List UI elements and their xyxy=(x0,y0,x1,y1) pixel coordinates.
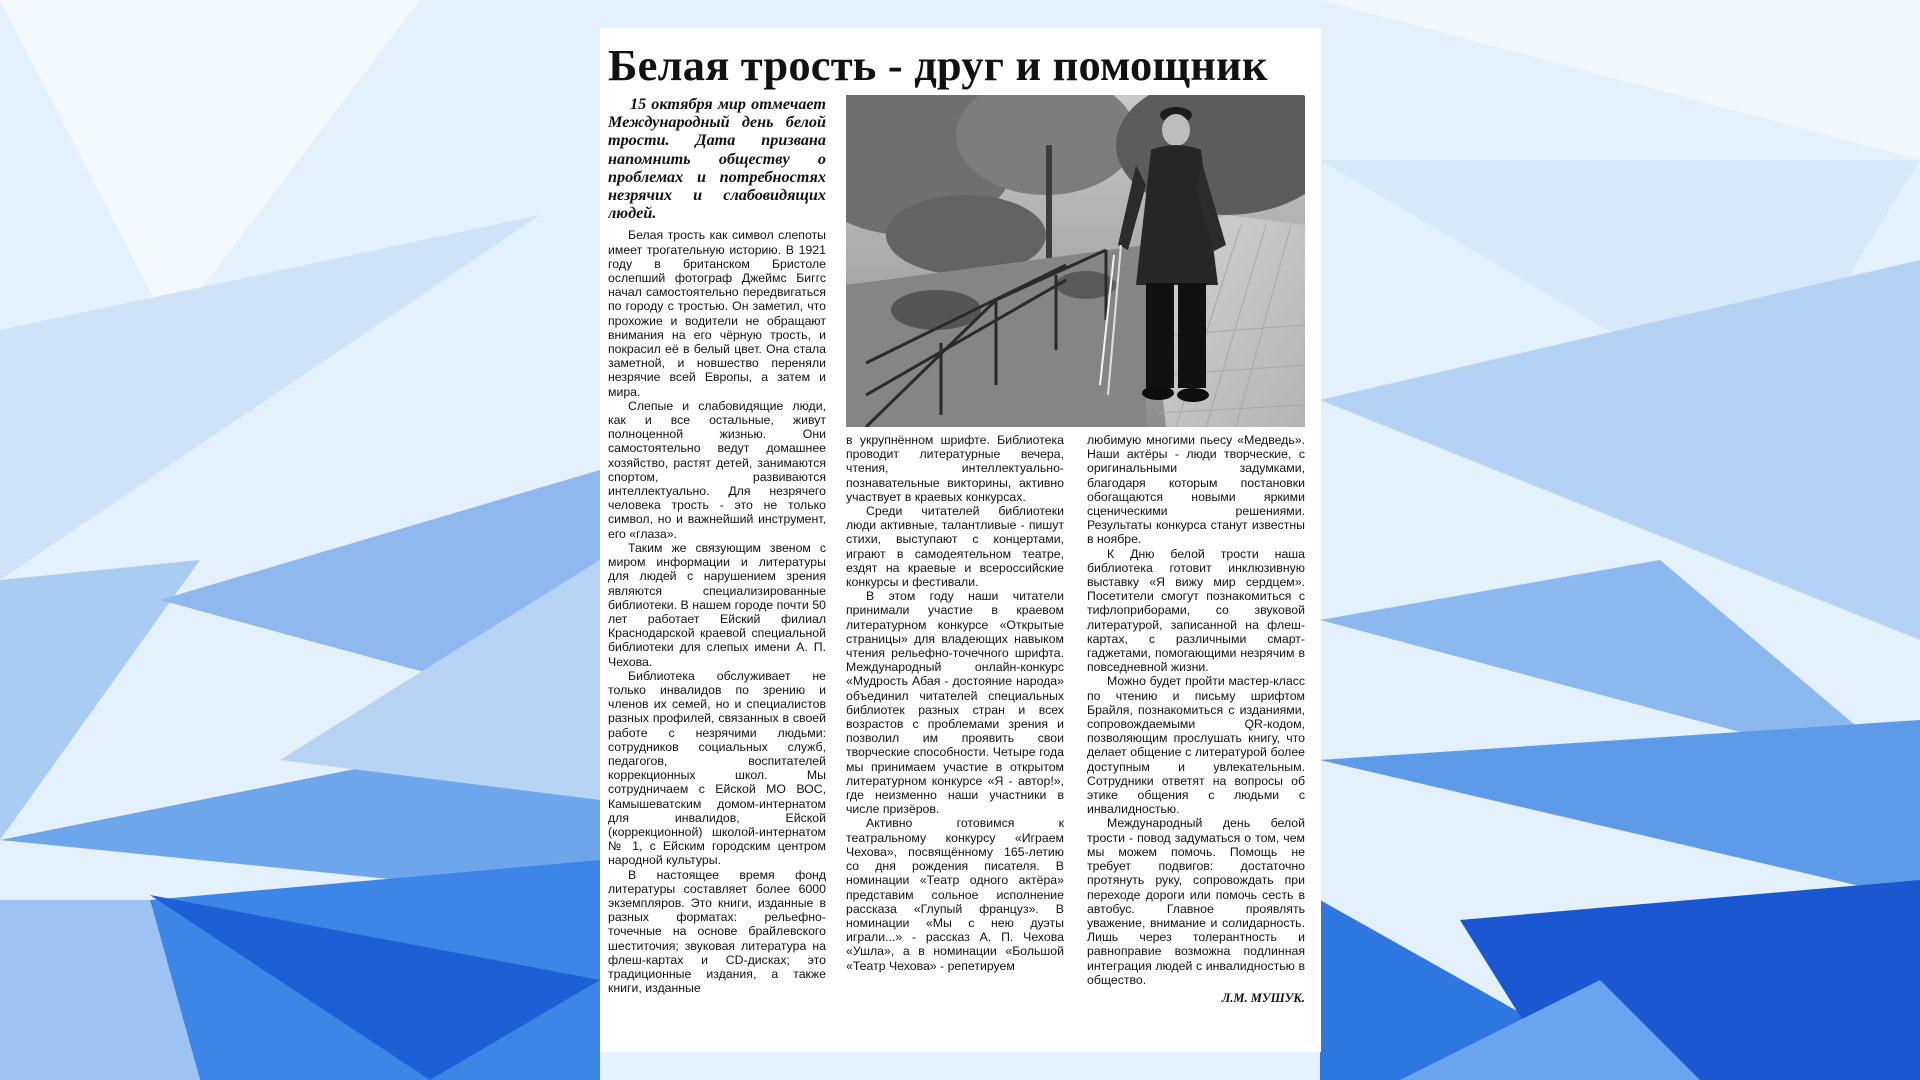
article-column-3 xyxy=(1087,433,1305,1045)
paragraph: Таким же связующим звеном с миром информации и литературы для людей с нарушением зрения являются специализированные библиотеки. В нашем городе почти 50 лет работает Ейский филиал Краснодарской краевой специальной библиотеки для слепых имени А. П. Чехова. xyxy=(608,540,826,669)
paragraph: В этом году наши читатели принимали участие в краевом литературном конкурсе «Открытые страницы» для владеющих навыком чтения рельефно-точечного шрифта. Международный онлайн-конкурс «Мудрость Абая - достояние народа» объединил читателей специальных библиотек разных стран и всех возрастов с проблемами зрения и позволил им проявить свои творческие способности. Четыре года мы принимаем участие в открытом литературном конкурсе «Я - автор!», где неизменно наши участники в числе призёров. xyxy=(846,589,1064,817)
paragraph: Активно готовимся к театральному конкурсу «Играем Чехова», посвящённому 165-летию со дня рождения писателя. В номинации «Театр одного актёра» представим сольное исполнение рассказа «Глупый француз». В номинации «Мы с нею дуэты играли...» - рассказ А. П. Чехова «Ушла», а в номинации «Большой «Театр Чехова» - репетируем xyxy=(846,816,1064,973)
newspaper-clipping xyxy=(600,28,1321,1052)
article-title: Белая трость - друг и помощник xyxy=(608,40,1268,90)
paragraph: Среди читателей библиотеки люди активные, талантливые - пишут стихи, выступают с концертами, играют в самодеятельном театре, ездят на краевые и всероссийские конкурсы и фестивали. xyxy=(846,504,1064,590)
paragraph: Слепые и слабовидящие люди, как и все остальные, живут полноценной жизнью. Они самостоятельно ведут домашнее хозяйство, растят детей, занимаются спортом, развиваются интеллектуально. Для незрячего человека трость - это не только символ, но и важнейший инструмент, его «глаза». xyxy=(608,398,826,541)
paragraph: любимую многими пьесу «Медведь». Наши актёры - люди творческие, с оригинальными задумками, благодаря которым постановки обогащаются новыми яркими сценическими решениями. Результаты конкурса станут известны в ноябре. xyxy=(1087,433,1305,547)
paragraph: К Дню белой трости наша библиотека готовит инклюзивную выставку «Я вижу мир сердцем». Посетители смогут познакомиться с тифлоприборами, со звуковой литературой, записанной на флеш-картах, с различными смарт-гаджетами, помогающими незрячим в повседневной жизни. xyxy=(1087,546,1305,675)
article-body xyxy=(608,95,1305,1045)
article-column-2 xyxy=(846,433,1064,1045)
paragraph: В настоящее время фонд литературы составляет более 6000 экземпляров. Это книги, изданные в разных форматах: рельефно-точечные на основе брайлевского шеститочия; звуковая литература на флеш-картах и CD-дисках; это традиционные издания, а также книги, изданные xyxy=(608,867,826,996)
paragraph: Можно будет пройти мастер-класс по чтению и письму шрифтом Брайля, познакомиться с изданиями, сопровождаемыми QR-кодом, позволяющим прослушать книгу, что делает общение с литературой более доступным и увлекательным. Сотрудники ответят на вопросы об этике общения с людьми с инвалидностью. xyxy=(1087,674,1305,817)
article-column-1 xyxy=(608,95,826,1045)
paragraph: Библиотека обслуживает не только инвалидов по зрению и членов их семей, но и специалистов разных профилей, связанных в своей работе с незрячими людьми: сотрудников социальных служб, педагогов, воспитателей коррекционных школ. Мы сотрудничаем с Ейской МО ВОС, Камышеватским домом-интернатом для инвалидов, Ейской (коррекционной) школой-интернатом № 1, с Ейским городским центром народной культуры. xyxy=(608,668,826,868)
article-photo xyxy=(846,95,1305,427)
paragraph: в укрупнённом шрифте. Библиотека проводит литературные вечера, чтения, интеллектуально-познавательные викторины, активно участвует в краевых конкурсах. xyxy=(846,433,1064,504)
paragraph: Белая трость как символ слепоты имеет трогательную историю. В 1921 году в британском Бристоле ослепший фотограф Джеймс Биггс начал самостоятельно передвигаться по городу с тростью. Он заметил, что прохожие и водители не обращают внимания на его чёрную трость, и покрасил её в белый цвет. Она стала заметной, и новшество переняли незрячие всей Европы, а затем и мира. xyxy=(608,228,826,399)
article-author: Л.М. МУШУК. xyxy=(1221,990,1305,1005)
article-lead: 15 октября мир отмечает Международный день белой трости. Дата призвана напомнить обществу о проблемах и потребностях незрячих и слабовидящих людей. xyxy=(608,95,826,223)
paragraph: Международный день белой трости - повод задуматься о том, чем мы можем помочь. Помощь не требует подвигов: достаточно протянуть руку, сопровождать при переходе дороги или помочь сесть в автобус. Главное проявлять уважение, внимание и солидарность. Лишь через толерантность и равноправие возможна подлинная интеграция людей с инвалидностью в общество. xyxy=(1087,816,1305,987)
